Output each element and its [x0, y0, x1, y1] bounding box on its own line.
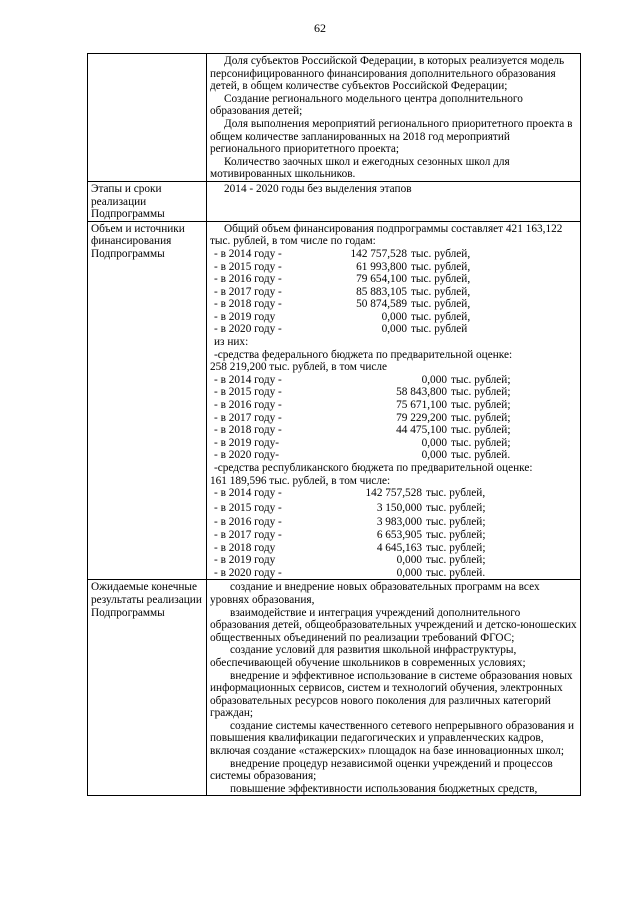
- funding-total-year-row: [210, 286, 577, 299]
- republic-year-row: [210, 554, 577, 567]
- target-item: Доля выполнения мероприятий регионального приоритетного проекта в общем количестве запланированных на 2018 год мероприятий регионального приоритетного проекта;: [210, 117, 573, 156]
- page-number: 62: [314, 21, 326, 35]
- funding-total-year-row: [210, 298, 577, 311]
- amount-value: 6 653,905: [376, 528, 422, 541]
- targets-label-cell: [88, 54, 207, 182]
- republic-year-row: [210, 502, 577, 515]
- amount-unit: тыс. рублей,: [411, 285, 471, 298]
- federal-year-row: [210, 437, 577, 450]
- republic-intro: -средства республиканского бюджета по предварительной оценке:: [214, 462, 533, 474]
- amount-value: 0,000: [421, 373, 447, 386]
- amount-unit: тыс. рублей,: [411, 310, 471, 323]
- amount-value: 0,000: [396, 566, 422, 579]
- funding-total-year-row: [210, 273, 577, 286]
- amount-unit: тыс. рублей;: [426, 516, 486, 529]
- amount-unit: тыс. рублей;: [451, 386, 511, 399]
- federal-year-row: [210, 386, 577, 399]
- amount-unit: тыс. рублей,: [411, 247, 471, 260]
- funding-total-year-row: [210, 323, 577, 336]
- result-item: внедрение и эффективное использование в системе образования новых информационных сервисов, систем и технологий обучения, электронных образовательных ресурсов нового поколения для различных категорий граждан;: [210, 669, 573, 720]
- amount-value: 0,000: [421, 449, 447, 462]
- result-item: повышение эффективности использования бюджетных средств,: [230, 782, 538, 795]
- year-label: - в 2016 году -: [214, 516, 282, 529]
- republic-year-row: [210, 529, 577, 542]
- amount-value: 85 883,105: [356, 285, 407, 298]
- amount-value: 61 993,800: [356, 260, 407, 273]
- stages-label: Этапы и сроки реализации Подпрограммы: [88, 181, 207, 221]
- year-label: - в 2017 году -: [214, 285, 282, 298]
- targets-row: [88, 54, 581, 182]
- amount-unit: тыс. рублей,: [411, 260, 471, 273]
- amount-value: 142 757,528: [365, 487, 422, 500]
- amount-unit: тыс. рублей.: [426, 566, 486, 579]
- subprogram-passport-table: [87, 53, 581, 796]
- amount-unit: тыс. рублей: [411, 323, 468, 336]
- stages-row: [88, 181, 581, 221]
- federal-year-row: [210, 424, 577, 437]
- amount-unit: тыс. рублей;: [451, 424, 511, 437]
- amount-value: 3 150,000: [376, 501, 422, 514]
- funding-row: [88, 221, 581, 580]
- amount-unit: тыс. рублей,: [411, 273, 471, 286]
- funding-intro: Общий объем финансирования подпрограммы составляет 421 163,122 тыс. рублей, в том числе по годам:: [210, 222, 563, 248]
- year-label: - в 2020 году -: [214, 323, 282, 336]
- amount-value: 0,000: [421, 436, 447, 449]
- republic-total: 161 189,596 тыс. рублей, в том числе:: [210, 474, 391, 487]
- amount-value: 0,000: [381, 323, 407, 336]
- funding-total-year-row: [210, 261, 577, 274]
- year-label: - в 2019 году: [214, 310, 276, 323]
- year-label: - в 2014 году -: [214, 373, 282, 386]
- federal-intro: -средства федерального бюджета по предварительной оценке:: [214, 348, 513, 361]
- republic-year-row: [210, 542, 577, 555]
- amount-value: 50 874,589: [356, 298, 407, 311]
- result-item: создание условий для развития школьной инфраструктуры, обеспечивающей обучение школьников в современных условиях;: [210, 644, 526, 669]
- amount-unit: тыс. рублей;: [426, 501, 486, 514]
- results-label: Ожидаемые конечные результаты реализации Подпрограммы: [88, 580, 207, 796]
- federal-year-row: [210, 399, 577, 412]
- amount-value: 79 654,100: [356, 273, 407, 286]
- targets-value-cell: [207, 54, 581, 182]
- amount-value: 0,000: [381, 310, 407, 323]
- federal-year-row: [210, 412, 577, 425]
- of-them-label: из них:: [214, 336, 249, 349]
- target-item: Доля субъектов Российской Федерации, в которых реализуется модель персонифицированного финансирования дополнительного образования детей, в общем количестве субъектов Российской Федерации;: [210, 55, 565, 93]
- republic-year-row: [210, 487, 577, 500]
- year-label: - в 2018 году: [214, 541, 276, 554]
- funding-value-cell: [207, 221, 581, 580]
- stages-value: [207, 181, 581, 221]
- target-item: Создание регионального модельного центра дополнительного образования детей;: [210, 92, 523, 118]
- amount-value: 0,000: [396, 554, 422, 567]
- amount-value: 75 671,100: [396, 399, 447, 412]
- amount-unit: тыс. рублей;: [451, 411, 511, 424]
- amount-unit: тыс. рублей;: [426, 541, 486, 554]
- amount-unit: тыс. рублей;: [451, 373, 511, 386]
- target-item: Количество заочных школ и ежегодных сезонных школ для мотивированных школьников.: [210, 155, 510, 181]
- republic-year-row: [210, 567, 577, 580]
- year-label: - в 2019 году: [214, 554, 276, 567]
- year-label: - в 2016 году -: [214, 399, 282, 412]
- funding-total-year-row: [210, 248, 577, 261]
- year-label: - в 2016 году -: [214, 273, 282, 286]
- result-item: создание и внедрение новых образовательных программ на всех уровнях образования,: [210, 581, 540, 606]
- republic-year-row: [210, 516, 577, 529]
- amount-value: 79 229,200: [396, 411, 447, 424]
- amount-unit: тыс. рублей;: [426, 528, 486, 541]
- federal-total: 258 219,200 тыс. рублей, в том числе: [210, 361, 388, 374]
- amount-unit: тыс. рублей;: [451, 436, 511, 449]
- results-row: [88, 580, 581, 796]
- year-label: - в 2020 году -: [214, 566, 282, 579]
- amount-value: 3 983,000: [376, 516, 422, 529]
- amount-unit: тыс. рублей,: [411, 298, 471, 311]
- year-label: - в 2014 году -: [214, 487, 282, 500]
- result-item: внедрение процедур независимой оценки учреждений и процессов системы образования;: [210, 757, 553, 783]
- year-label: - в 2018 году -: [214, 424, 282, 437]
- amount-value: 4 645,163: [376, 541, 422, 554]
- year-label: - в 2020 году-: [214, 449, 279, 462]
- year-label: - в 2018 году -: [214, 298, 282, 311]
- amount-unit: тыс. рублей;: [451, 399, 511, 412]
- results-value-cell: [207, 580, 581, 796]
- federal-year-row: [210, 374, 577, 387]
- year-label: - в 2017 году -: [214, 411, 282, 424]
- year-label: - в 2014 году -: [214, 247, 282, 260]
- result-item: создание системы качественного сетевого непрерывного образования и повышения квалификации педагогических и управленческих кадров, включая создание «стажерских» площадок на базе инновационных школ;: [210, 719, 575, 758]
- amount-value: 58 843,800: [396, 386, 447, 399]
- federal-year-row: [210, 449, 577, 462]
- year-label: - в 2017 году -: [214, 528, 282, 541]
- funding-total-year-row: [210, 311, 577, 324]
- year-label: - в 2015 году -: [214, 386, 282, 399]
- amount-unit: тыс. рублей,: [426, 487, 486, 500]
- amount-unit: тыс. рублей.: [451, 449, 511, 462]
- amount-value: 142 757,528: [350, 247, 407, 260]
- year-label: - в 2015 году -: [214, 260, 282, 273]
- year-label: - в 2019 году-: [214, 436, 279, 449]
- funding-label: Объем и источники финансирования Подпрограммы: [88, 221, 207, 580]
- result-item: взаимодействие и интеграция учреждений дополнительного образования детей, общеобразовательных учреждений и детско-юношеских общественных объединений по реализации требований ФГОС;: [210, 606, 577, 644]
- stages-value-text: 2014 - 2020 годы без выделения этапов: [224, 182, 412, 195]
- amount-unit: тыс. рублей;: [426, 554, 486, 567]
- amount-value: 44 475,100: [396, 424, 447, 437]
- year-label: - в 2015 году -: [214, 501, 282, 514]
